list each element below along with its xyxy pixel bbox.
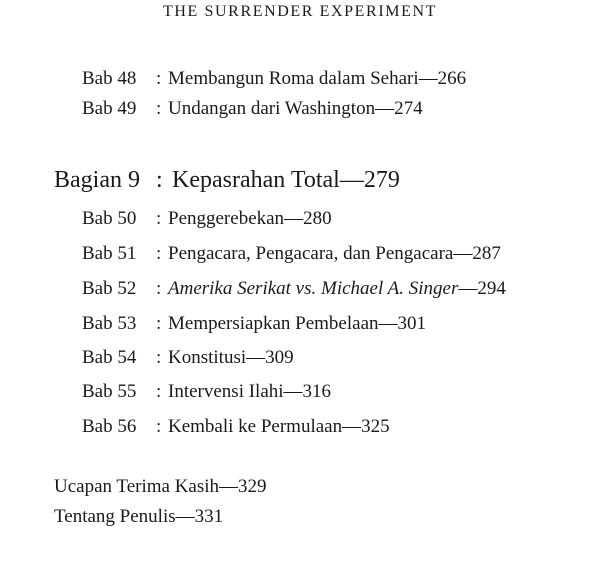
dash: —	[219, 476, 239, 497]
entry-text	[168, 416, 390, 438]
chapter-label: Bab 51	[82, 243, 137, 264]
part-title: Kepasrahan Total	[172, 167, 340, 193]
separator: :	[156, 208, 162, 229]
separator: :	[156, 347, 162, 368]
chapter-title: Membangun Roma dalam Sehari	[168, 68, 419, 89]
page-number: 279	[363, 167, 400, 193]
page-number: 309	[265, 347, 294, 368]
page-number: 266	[437, 68, 467, 89]
toc-entry-ucapan-terima-kasih	[54, 476, 267, 498]
chapter-label: Bab 56	[82, 416, 137, 437]
dash: —	[339, 167, 364, 193]
entry-text	[168, 68, 466, 90]
chapter-label: Bab 50	[82, 208, 137, 229]
chapter-title: Penggerebekan	[168, 208, 285, 229]
running-head: THE SURRENDER EXPERIMENT	[163, 3, 437, 20]
dash: —	[246, 347, 266, 368]
page-number: 301	[397, 313, 427, 334]
separator: :	[156, 278, 162, 299]
entry-text	[168, 278, 506, 300]
separator: :	[156, 416, 162, 437]
chapter-label: Bab 55	[82, 381, 137, 402]
page-number: 274	[394, 98, 423, 119]
chapter-label: Bab 48	[82, 68, 137, 89]
chapter-label: Bab 52	[82, 278, 137, 299]
back-matter-title: Tentang Penulis	[54, 506, 176, 527]
entry-text	[168, 98, 423, 120]
dash: —	[458, 278, 478, 299]
separator: :	[156, 68, 162, 89]
dash: —	[342, 416, 362, 437]
chapter-title: Konstitusi	[168, 347, 247, 368]
chapter-title: Undangan dari Washington	[168, 98, 376, 119]
chapter-label: Bab 54	[82, 347, 137, 368]
chapter-label: Bab 49	[82, 98, 137, 119]
chapter-title: Mempersiapkan Pembelaan	[168, 313, 379, 334]
chapter-title: Amerika Serikat vs. Michael A. Singer	[168, 278, 459, 299]
dash: —	[378, 313, 398, 334]
separator: :	[156, 167, 163, 193]
separator: :	[156, 243, 162, 264]
separator: :	[156, 381, 162, 402]
back-matter-title: Ucapan Terima Kasih	[54, 476, 220, 497]
dash: —	[418, 68, 438, 89]
page-number: 325	[361, 416, 390, 437]
page-number: 287	[472, 243, 501, 264]
entry-text	[172, 166, 400, 194]
dash: —	[175, 506, 195, 527]
chapter-title: Pengacara, Pengacara, dan Pengacara	[168, 243, 454, 264]
page-number: 294	[477, 278, 506, 299]
entry-text	[168, 208, 332, 230]
dash: —	[375, 98, 395, 119]
chapter-label: Bab 53	[82, 313, 137, 334]
page-number: 331	[194, 506, 224, 527]
dash: —	[284, 208, 304, 229]
part-label: Bagian 9	[54, 167, 140, 193]
entry-text	[168, 347, 294, 369]
separator: :	[156, 313, 162, 334]
page-number: 329	[238, 476, 267, 497]
entry-text	[168, 381, 331, 403]
separator: :	[156, 98, 162, 119]
entry-text	[168, 243, 501, 265]
page-number: 280	[303, 208, 332, 229]
dash: —	[453, 243, 473, 264]
entry-text	[168, 313, 426, 335]
chapter-title: Intervensi Ilahi	[168, 381, 284, 402]
page-number: 316	[302, 381, 332, 402]
toc-entry-tentang-penulis	[54, 506, 223, 528]
dash: —	[283, 381, 303, 402]
chapter-title: Kembali ke Permulaan	[168, 416, 343, 437]
